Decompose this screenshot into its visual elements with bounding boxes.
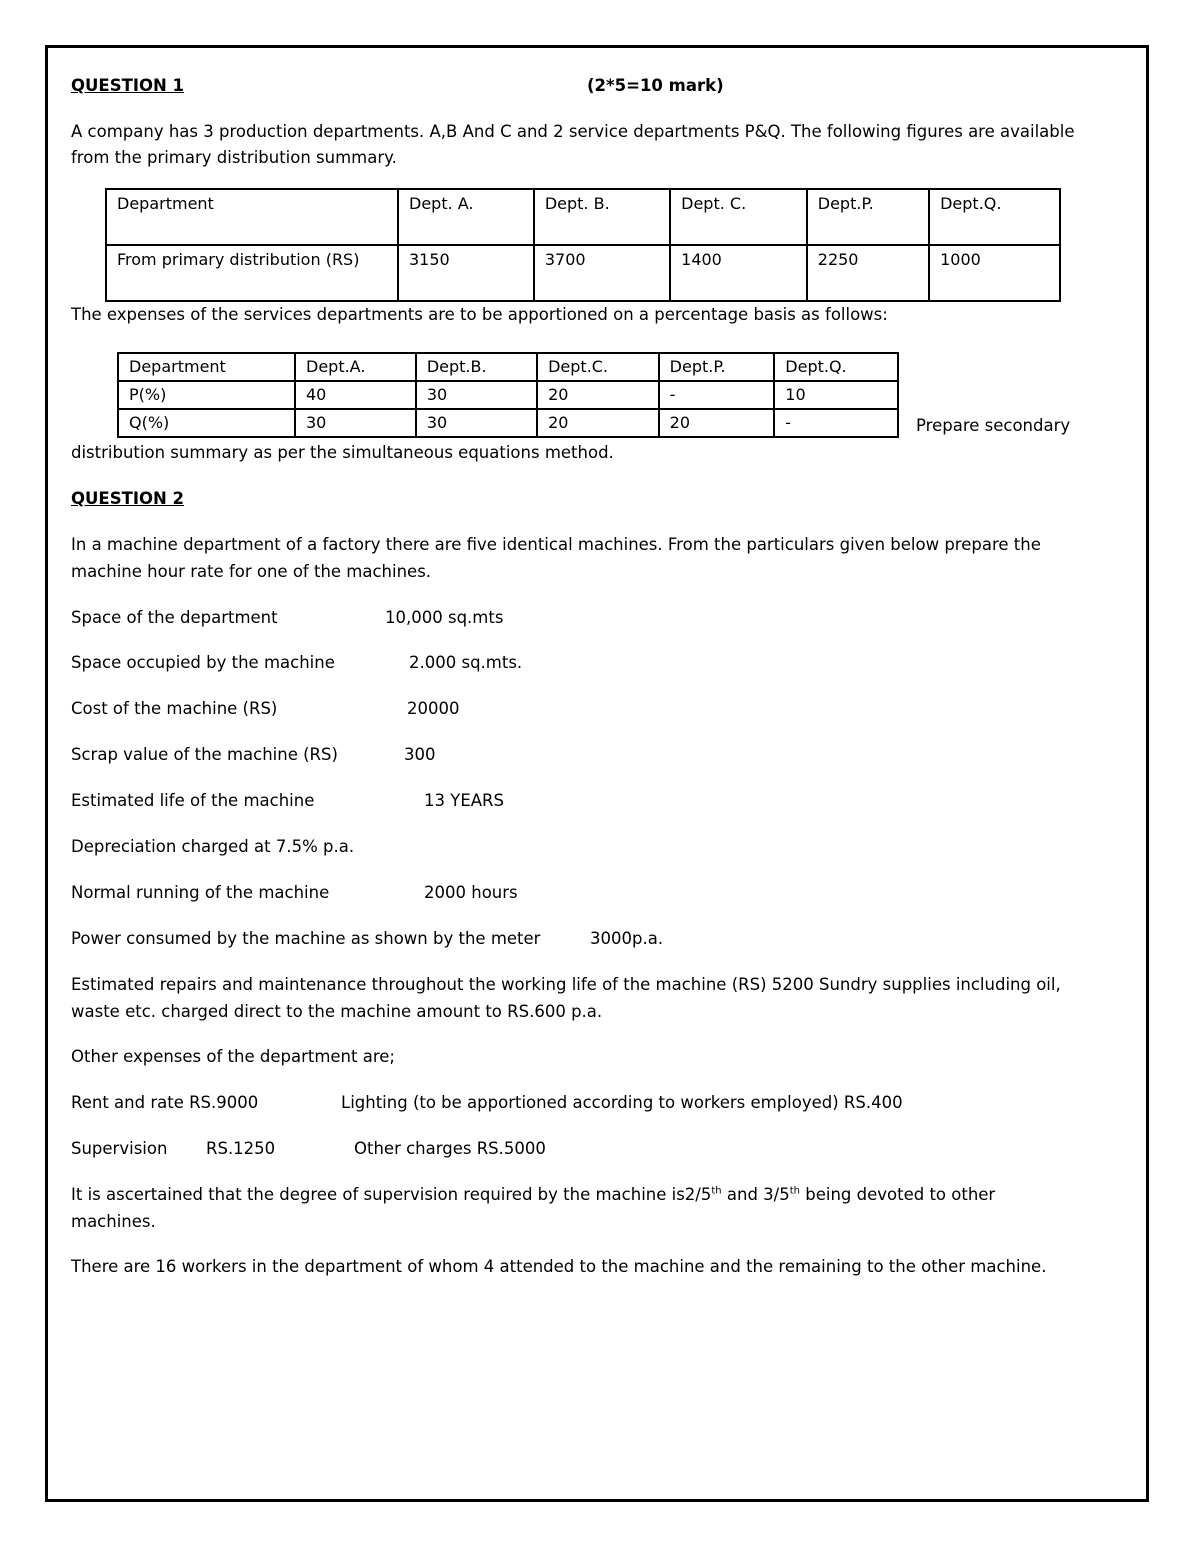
table-header-row <box>118 353 898 381</box>
table-cell: Dept.P. <box>659 353 775 381</box>
rent-text: Rent and rate RS.9000 <box>71 1093 259 1112</box>
scrap-label: Scrap value of the machine (RS) <box>71 745 338 764</box>
table-cell: Dept.Q. <box>929 189 1060 245</box>
table-cell: 3700 <box>534 245 670 301</box>
table-cell: - <box>774 409 898 437</box>
other-charges-text: Other charges RS.5000 <box>354 1139 546 1158</box>
question-2-title: QUESTION 2 <box>71 489 185 508</box>
table-cell: Department <box>106 189 398 245</box>
cost-value: 20000 <box>407 699 460 718</box>
table-cell: - <box>659 381 775 409</box>
table-cell: 30 <box>295 409 416 437</box>
table-row <box>118 381 898 409</box>
space-label: Space of the department <box>71 608 278 627</box>
repairs-line-1: Estimated repairs and maintenance throughout the working life of the machine (RS) 5200 Sundry supplies including oil, <box>71 975 1061 994</box>
prepare-text-line-2: distribution summary as per the simultaneous equations method. <box>71 443 614 462</box>
table-cell: 10 <box>774 381 898 409</box>
table-cell: 2250 <box>807 245 929 301</box>
supervision-value: RS.1250 <box>206 1139 276 1158</box>
table-row <box>118 409 898 437</box>
table-cell: Dept. B. <box>534 189 670 245</box>
cost-label: Cost of the machine (RS) <box>71 699 278 718</box>
repairs-line-2: waste etc. charged direct to the machine amount to RS.600 p.a. <box>71 1002 603 1021</box>
table-cell: 20 <box>537 381 659 409</box>
question-2-intro-line-2: machine hour rate for one of the machines. <box>71 562 432 581</box>
table-cell: Dept.Q. <box>774 353 898 381</box>
prepare-text-line-1: Prepare secondary <box>916 416 1071 435</box>
table-cell: Q(%) <box>118 409 295 437</box>
table-cell: Dept.P. <box>807 189 929 245</box>
running-label: Normal running of the machine <box>71 883 330 902</box>
table-cell: Dept. C. <box>670 189 807 245</box>
table-cell: 1000 <box>929 245 1060 301</box>
apportion-text: The expenses of the services departments are to be apportioned on a percentage basis as follows: <box>71 305 888 324</box>
power-label: Power consumed by the machine as shown by the meter <box>71 929 541 948</box>
superscript-th: th <box>789 1185 800 1197</box>
table-cell: Department <box>118 353 295 381</box>
occupied-value: 2.000 sq.mts. <box>409 653 523 672</box>
occupied-label: Space occupied by the machine <box>71 653 335 672</box>
supervision-degree-line-1 <box>71 1181 995 1208</box>
depreciation-text: Depreciation charged at 7.5% p.a. <box>71 837 355 856</box>
table-cell: 40 <box>295 381 416 409</box>
question-1-intro-line-2: from the primary distribution summary. <box>71 148 397 167</box>
supervision-degree-text-c: being devoted to other <box>800 1185 996 1204</box>
table-header-row <box>106 189 1060 245</box>
table-cell: Dept.A. <box>295 353 416 381</box>
supervision-degree-text-a: It is ascertained that the degree of supervision required by the machine is2/5 <box>71 1185 712 1204</box>
table-cell: Dept. A. <box>398 189 534 245</box>
life-label: Estimated life of the machine <box>71 791 315 810</box>
life-value: 13 YEARS <box>424 791 504 810</box>
question-2-intro-line-1: In a machine department of a factory there are five identical machines. From the particulars given below prepare the <box>71 535 1041 554</box>
power-value: 3000p.a. <box>590 929 664 948</box>
table-cell: P(%) <box>118 381 295 409</box>
space-value: 10,000 sq.mts <box>385 608 504 627</box>
lighting-text: Lighting (to be apportioned according to workers employed) RS.400 <box>341 1093 903 1112</box>
scrap-value: 300 <box>404 745 436 764</box>
primary-distribution-table <box>105 188 1061 302</box>
table-cell: 30 <box>416 409 537 437</box>
supervision-label: Supervision <box>71 1139 168 1158</box>
table-cell: 1400 <box>670 245 807 301</box>
workers-text: There are 16 workers in the department of whom 4 attended to the machine and the remaining to the other machine. <box>71 1257 1047 1276</box>
question-1-marks: (2*5=10 mark) <box>587 76 724 95</box>
table-cell: 20 <box>659 409 775 437</box>
table-cell: From primary distribution (RS) <box>106 245 398 301</box>
table-row <box>106 245 1060 301</box>
table-cell: 30 <box>416 381 537 409</box>
table-cell: Dept.C. <box>537 353 659 381</box>
table-cell: 3150 <box>398 245 534 301</box>
supervision-degree-line-2: machines. <box>71 1212 156 1231</box>
table-cell: 20 <box>537 409 659 437</box>
supervision-degree-text-b: and 3/5 <box>721 1185 790 1204</box>
question-1-intro-line-1: A company has 3 production departments. A,B And C and 2 service departments P&Q. The following figures are available <box>71 122 1075 141</box>
apportionment-table <box>117 352 899 438</box>
running-value: 2000 hours <box>424 883 518 902</box>
superscript-th: th <box>711 1185 722 1197</box>
other-expenses-text: Other expenses of the department are; <box>71 1047 395 1066</box>
table-cell: Dept.B. <box>416 353 537 381</box>
question-1-title: QUESTION 1 <box>71 76 185 95</box>
